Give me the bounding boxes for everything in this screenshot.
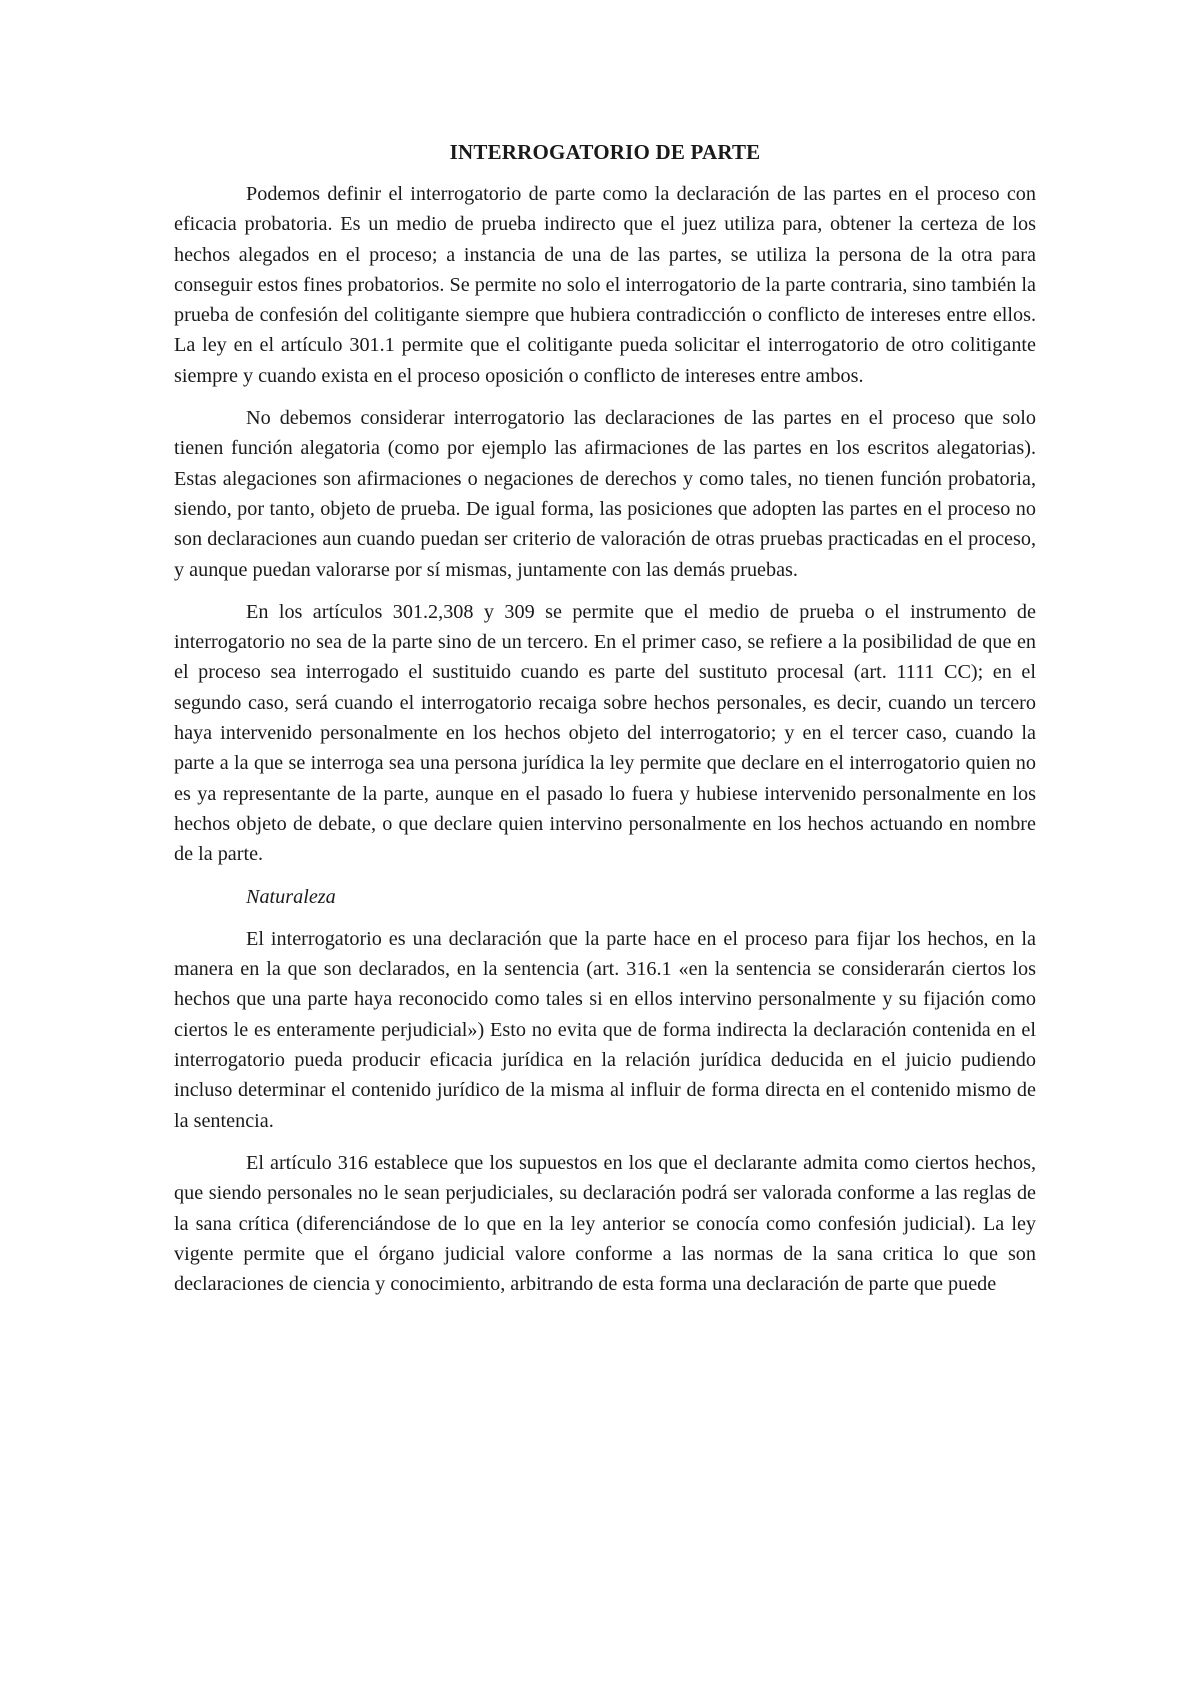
paragraph-alegatoria: No debemos considerar interrogatorio las declaraciones de las partes en el proceso que solo tienen función alegatoria (como por ejemplo las afirmaciones de las partes en los escritos alegatorias). Estas alegaciones son afirmaciones o negaciones de derechos y como tales, no tienen función probatoria, siendo, por tanto, objeto de prueba. De igual forma, las posiciones que adopten las partes en el proceso no son declaraciones aun cuando puedan ser criterio de valoración de otras pruebas practicadas en el proceso, y aunque puedan valorarse por sí mismas, juntamente con las demás pruebas. <box>174 407 1036 581</box>
document-title: INTERROGATORIO DE PARTE <box>449 140 761 164</box>
paragraph-definition: Podemos definir el interrogatorio de parte como la declaración de las partes en el proceso con eficacia probatoria. Es un medio de prueba indirecto que el juez utiliza para, obtener la certeza de los hechos alegados en el proceso; a instancia de una de las partes, se utiliza la persona de la otra para conseguir estos fines probatorios. Se permite no solo el interrogatorio de la parte contraria, sino también la prueba de confesión del colitigante siempre que hubiera contradicción o conflicto de intereses entre ellos. La ley en el artículo 301.1 permite que el colitigante pueda solicitar el interrogatorio de otro colitigante siempre y cuando exista en el proceso oposición o conflicto de intereses entre ambos. <box>174 183 1036 387</box>
paragraph-naturaleza: El interrogatorio es una declaración que la parte hace en el proceso para fijar los hechos, en la manera en la que son declarados, en la sentencia (art. 316.1 «en la sentencia se considerarán ciertos los hechos que una parte haya reconocido como tales si en ellos intervino personalmente y su fijación como ciertos le es enteramente perjudicial») Esto no evita que de forma indirecta la declaración contenida en el interrogatorio pueda producir eficacia jurídica en la relación jurídica deducida en el juicio pudiendo incluso determinar el contenido jurídico de la misma al influir de forma directa en el contenido mismo de la sentencia. <box>174 927 1036 1132</box>
section-heading-naturaleza: Naturaleza <box>246 885 336 908</box>
document-body <box>174 140 1036 1311</box>
paragraph-terceros: En los artículos 301.2,308 y 309 se permite que el medio de prueba o el instrumento de interrogatorio no sea de la parte sino de un tercero. En el primer caso, se refiere a la posibilidad de que en el proceso sea interrogado el sustituido cuando es parte del sustituto procesal (art. 1111 CC); en el segundo caso, será cuando el interrogatorio recaiga sobre hechos personales, es decir, cuando un tercero haya intervenido personalmente en los hechos objeto del interrogatorio; y en el tercer caso, cuando la parte a la que se interroga sea una persona jurídica la ley permite que declare en el interrogatorio quien no es ya representante de la parte, aunque en el pasado lo fuera y hubiese intervenido personalmente en los hechos objeto de debate, o que declare quien intervino personalmente en los hechos actuando en nombre de la parte. <box>174 600 1036 866</box>
paragraph-articulo-316: El artículo 316 establece que los supuestos en los que el declarante admita como ciertos hechos, que siendo personales no le sean perjudiciales, su declaración podrá ser valorada conforme a las reglas de la sana crítica (diferenciándose de lo que en la ley anterior se conocía como confesión judicial). La ley vigente permite que el órgano judicial valore conforme a las normas de la sana critica lo que son declaraciones de ciencia y conocimiento, arbitrando de esta forma una declaración de parte que puede <box>174 1151 1036 1296</box>
